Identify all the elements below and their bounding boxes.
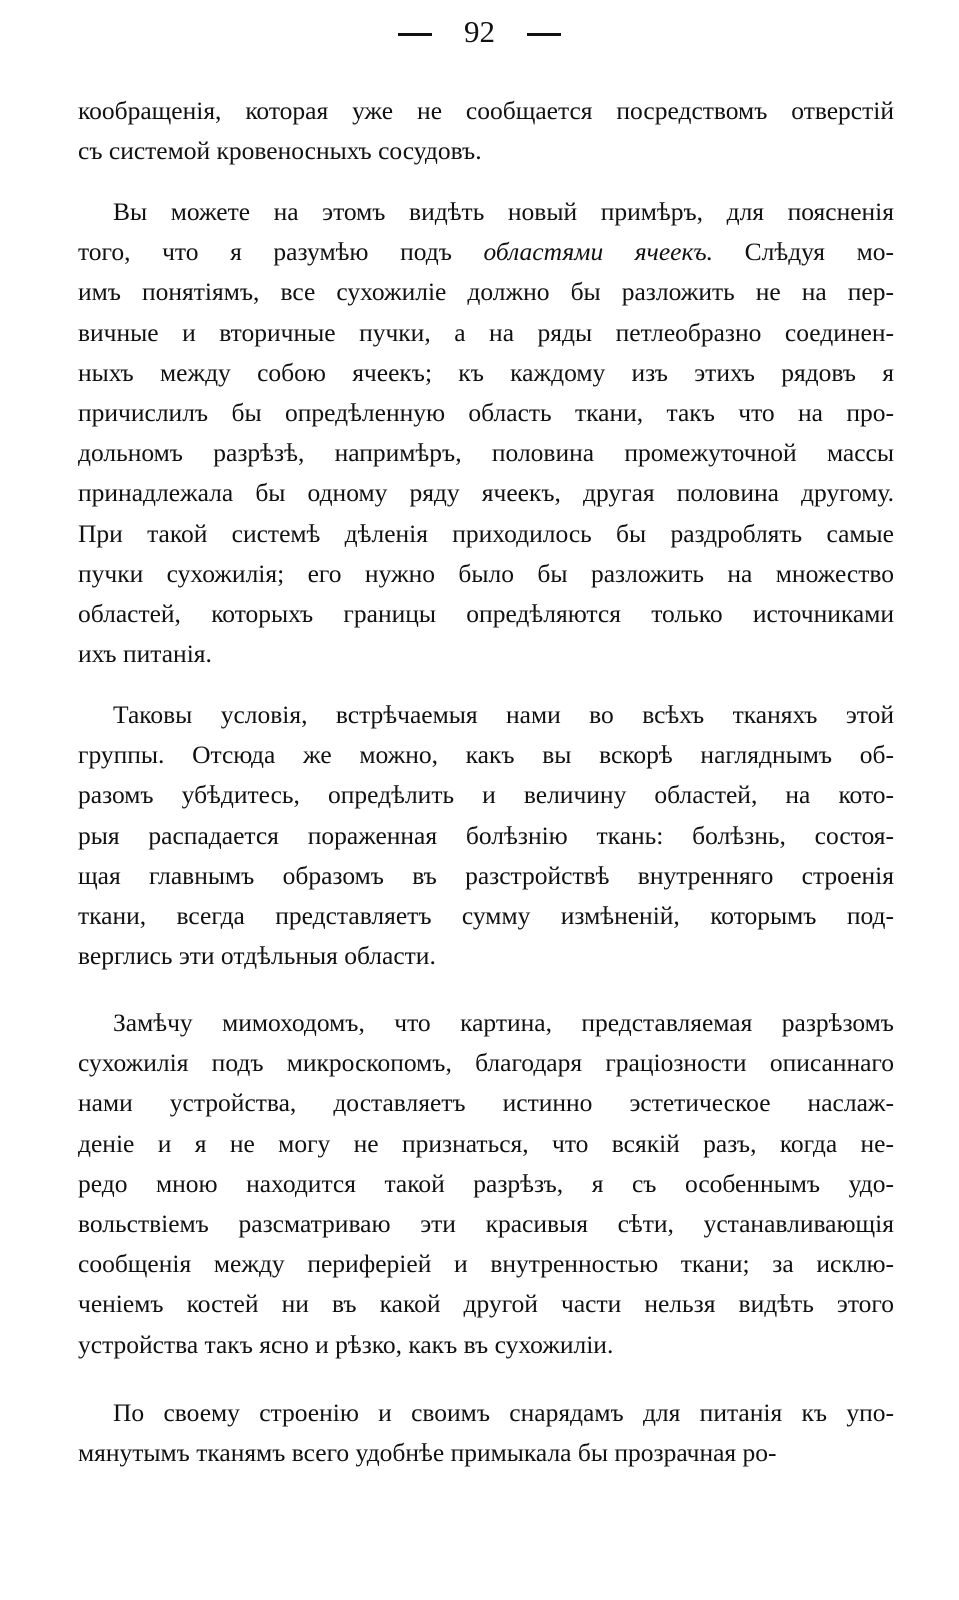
text-line: деніе и я не могу не признаться, что всякій разъ, когда не- <box>78 1128 894 1158</box>
text-line: устройства такъ ясно и рѣзко, какъ въ сухожиліи. <box>78 1329 614 1359</box>
text-line: щая главнымъ образомъ въ разстройствѣ внутренняго строенія <box>78 860 894 890</box>
paragraph <box>78 1393 894 1473</box>
paragraph <box>78 1003 894 1365</box>
text-line: дольномъ разрѣзѣ, напримѣръ, половина промежуточной массы <box>78 438 894 468</box>
text-line: пучки сухожилія; его нужно было бы разложить на множество <box>78 558 894 588</box>
text-line: ткани, всегда представляетъ сумму измѣненій, которымъ под- <box>78 900 894 930</box>
text-line: разомъ убѣдитесь, опредѣлить и величину областей, на кото- <box>78 780 894 810</box>
text-line: нами устройства, доставляетъ истинно эстетическое наслаж- <box>78 1088 894 1118</box>
text-line: ныхъ между собою ячеекъ; къ каждому изъ этихъ рядовъ я <box>78 357 894 387</box>
text-line: съ системой кровеносныхъ сосудовъ. <box>78 136 482 166</box>
text-line: рыя распадается пораженная болѣзнію ткань: болѣзнь, состоя- <box>78 820 894 850</box>
text-line: того, что я разумѣю подъ областями ячеекъ. Слѣдуя мо- <box>78 237 894 267</box>
text-line: имъ понятіямъ, все сухожиліе должно бы разложить не на пер- <box>78 277 894 307</box>
text-line: редо мною находится такой разрѣзъ, я съ особеннымъ удо- <box>78 1168 894 1198</box>
italic-term: областями ячеекъ. <box>483 237 714 267</box>
text-line: сухожилія подъ микроскопомъ, благодаря граціозности описаннаго <box>78 1048 894 1078</box>
text-line: группы. Отсюда же можно, какъ вы вскорѣ нагляднымъ об- <box>78 740 894 770</box>
text-line: кообращенія, которая уже не сообщается посредствомъ отверстій <box>78 96 894 125</box>
text-line: При такой системѣ дѣленія приходилось бы раздроблять самые <box>78 518 894 548</box>
text-line: верглись эти отдѣльныя области. <box>78 941 436 971</box>
text-line: принадлежала бы одному ряду ячеекъ, другая половина другому. <box>78 478 894 508</box>
text-line: сообщенія между периферіей и внутренностью ткани; за исклю- <box>78 1249 894 1279</box>
text-line: причислилъ бы опредѣленную область ткани, такъ что на про- <box>78 397 894 427</box>
text-line: Таковы условія, встрѣчаемыя нами во всѣхъ тканяхъ этой <box>113 700 894 729</box>
paragraph <box>78 695 894 976</box>
text-line: Замѣчу мимоходомъ, что картина, представляемая разрѣзомъ <box>113 1008 894 1037</box>
text-line: вичные и вторичные пучки, а на ряды петлеобразно соединен- <box>78 317 894 347</box>
text-line: По своему строенію и своимъ снарядамъ для питанія къ упо- <box>113 1398 894 1427</box>
body-text <box>78 0 894 1600</box>
page-number: 92 <box>464 14 495 49</box>
text-line: Вы можете на этомъ видѣть новый примѣръ, для поясненія <box>113 197 894 226</box>
paragraph <box>78 91 894 171</box>
paragraph <box>78 192 894 674</box>
text-line: мянутымъ тканямъ всего удобнѣе примыкала бы прозрачная ро- <box>78 1438 777 1468</box>
text-line: областей, которыхъ границы опредѣляются только источниками <box>78 598 894 628</box>
text-line: ченіемъ костей ни въ какой другой части нельзя видѣть этого <box>78 1289 894 1319</box>
text-line: ихъ питанія. <box>78 639 212 669</box>
text-line: вольствіемъ разсматриваю эти красивыя сѣти, устанавливающія <box>78 1208 894 1238</box>
